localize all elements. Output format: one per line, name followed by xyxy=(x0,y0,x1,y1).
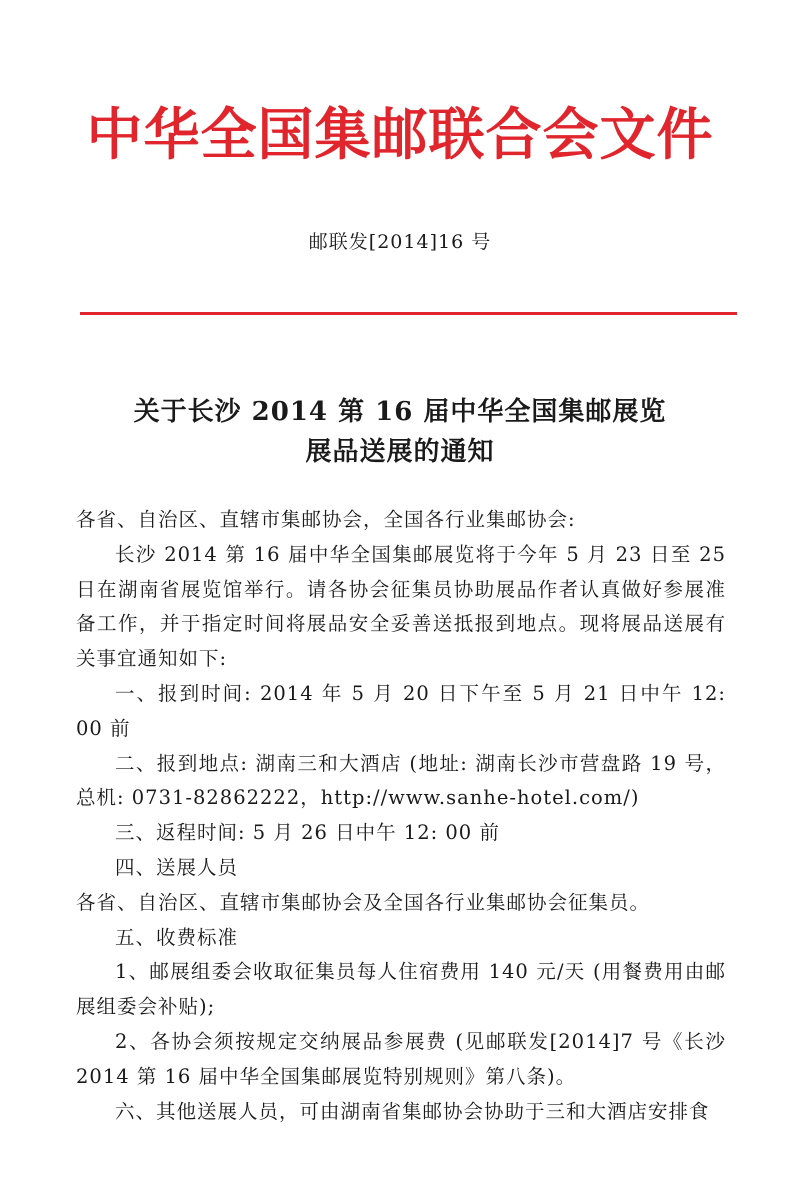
document-header-title: 中华全国集邮联合会文件 xyxy=(86,103,714,168)
item-report-time: 一、报到时间: 2014 年 5 月 20 日下午至 5 月 21 日中午 12: 00 前 xyxy=(76,681,726,740)
notice-title xyxy=(0,392,800,472)
item-return-time: 三、返程时间: 5 月 26 日中午 12: 00 前 xyxy=(115,821,500,845)
red-divider xyxy=(80,312,737,315)
item-report-location: 二、报到地点: 湖南三和大酒店 (地址: 湖南长沙市营盘路 19 号，总机: 0731-82862222，http://www.sanhe-hotel.com/) xyxy=(76,751,726,810)
item-fee-standard: 五、收费标准 xyxy=(115,925,239,949)
notice-body xyxy=(76,503,726,1129)
item-fee-exhibit: 2、各协会须按规定交纳展品参展费 (见邮联发[2014]7 号《长沙 2014 第 16 届中华全国集邮展览特别规则》第八条)。 xyxy=(76,1029,726,1088)
item-delivery-staff: 四、送展人员 xyxy=(115,855,239,879)
item-delivery-staff-detail: 各省、自治区、直辖市集邮协会及全国各行业集邮协会征集员。 xyxy=(76,890,651,914)
intro-paragraph: 长沙 2014 第 16 届中华全国集邮展览将于今年 5 月 23 日至 25 日在湖南省展览馆举行。请各协会征集员协助展品作者认真做好参展准备工作，并于指定时间将展品安全妥善送抵报到地点。现将展品送展有关事宜通知如下: xyxy=(76,542,726,671)
item-other-staff: 六、其他送展人员，可由湖南省集邮协会协助于三和大酒店安排食 xyxy=(115,1099,710,1123)
notice-title-line2: 展品送展的通知 xyxy=(305,437,495,467)
item-fee-accommodation: 1、邮展组委会收取征集员每人住宿费用 140 元/天 (用餐费用由邮展组委会补贴); xyxy=(76,960,726,1019)
document-number: 邮联发[2014]16 号 xyxy=(308,231,492,253)
notice-title-line1: 关于长沙 2014 第 16 届中华全国集邮展览 xyxy=(133,397,667,427)
salutation: 各省、自治区、直辖市集邮协会，全国各行业集邮协会: xyxy=(76,508,576,531)
